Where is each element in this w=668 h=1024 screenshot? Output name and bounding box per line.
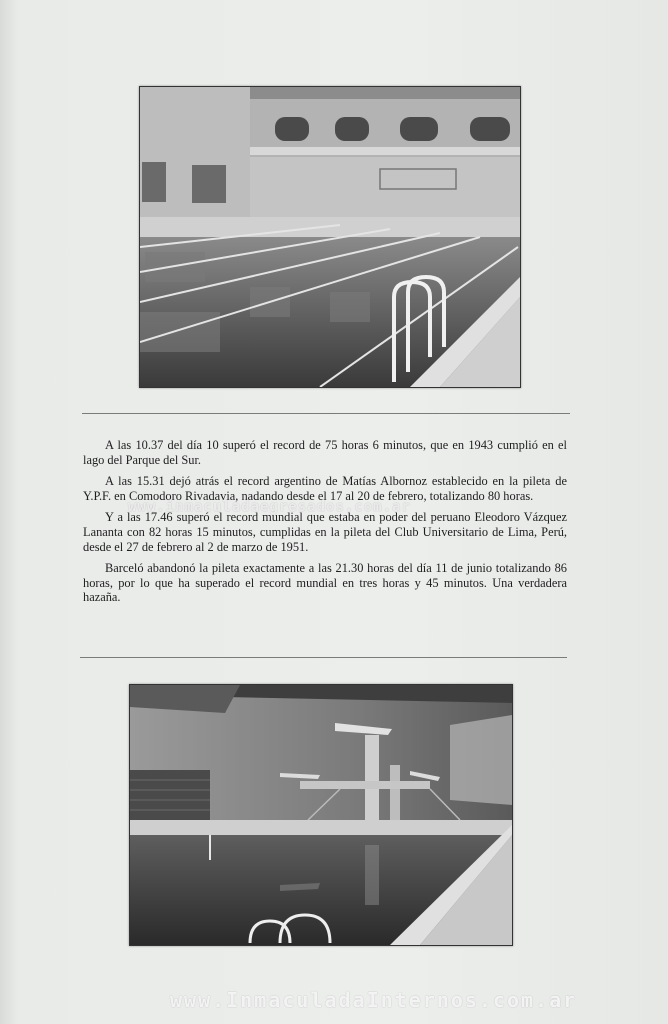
diving-platform-illustration: [130, 685, 512, 945]
bottom-divider-line: [80, 657, 567, 658]
paragraph-4: Barceló abandonó la pileta exactamente a las 21.30 horas del día 11 de junio totalizando 86 horas, por lo que ha superado el record mundial en tres horas y 45 minutos. Una verdadera hazaña.: [83, 561, 567, 605]
watermark-middle: www.inmaculadaegresados.com.ar: [128, 499, 411, 515]
paragraph-1: A las 10.37 del día 10 superó el record de 75 horas 6 minutos, que en 1943 cumplió en el lago del Parque del Sur.: [83, 438, 567, 467]
indoor-pool-photo: [139, 86, 521, 388]
article-text: [83, 438, 567, 612]
indoor-pool-illustration: [140, 87, 520, 387]
top-divider-line: [82, 413, 570, 414]
paragraph-3: Y a las 17.46 superó el record mundial que estaba en poder del peruano Eleodoro Vázquez Lananta con 82 horas 15 minutos, cumplidas en la pileta del Club Universitario de Lima, Perú, desde el 27 de febrero al 2 de marzo de 1951.: [83, 510, 567, 554]
paragraph-2: A las 15.31 dejó atrás el record argentino de Matías Albornoz establecido en la pileta de Y.P.F. en Comodoro Rivadavia, nadando desde el 17 al 20 de febrero, totalizando 80 horas.: [83, 474, 567, 503]
watermark-bottom: www.InmaculadaInternos.com.ar: [170, 988, 578, 1012]
diving-platform-photo: [129, 684, 513, 946]
